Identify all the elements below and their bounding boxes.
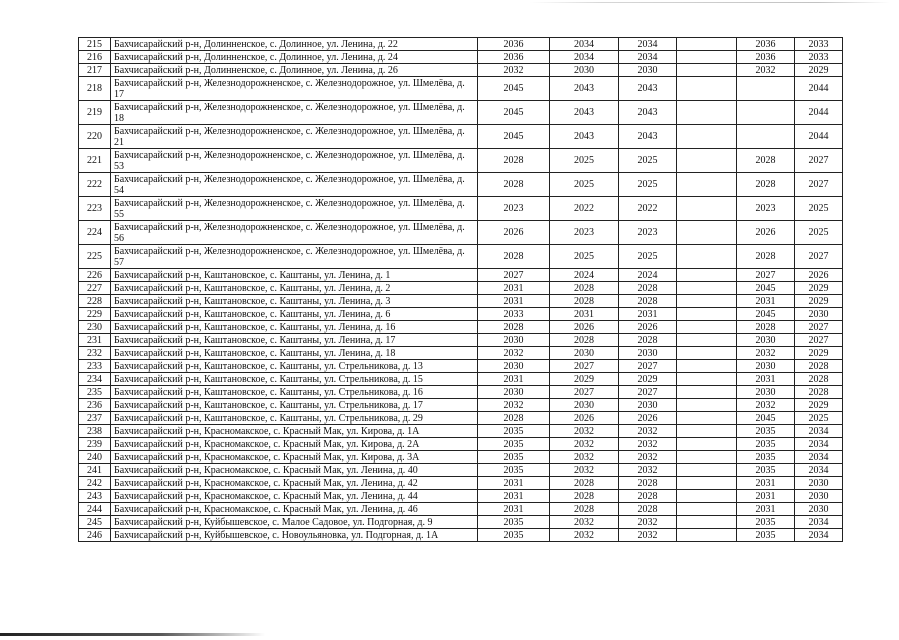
year-cell-5: 2036	[737, 38, 795, 51]
year-cell-6: 2044	[795, 101, 843, 125]
address-cell: Бахчисарайский р-н, Каштановское, с. Каштаны, ул. Стрельникова, д. 15	[111, 373, 478, 386]
table-row	[79, 399, 843, 412]
year-cell-6: 2027	[795, 173, 843, 197]
year-cell-4	[677, 477, 737, 490]
year-cell-5: 2031	[737, 295, 795, 308]
year-cell-2: 2028	[550, 477, 619, 490]
year-cell-2: 2026	[550, 321, 619, 334]
year-cell-6: 2025	[795, 221, 843, 245]
year-cell-1: 2028	[478, 412, 550, 425]
year-cell-4	[677, 438, 737, 451]
year-cell-2: 2025	[550, 245, 619, 269]
year-cell-4	[677, 399, 737, 412]
year-cell-2: 2029	[550, 373, 619, 386]
year-cell-4	[677, 308, 737, 321]
year-cell-4	[677, 516, 737, 529]
year-cell-3: 2025	[619, 245, 677, 269]
year-cell-2: 2025	[550, 173, 619, 197]
table-row	[79, 373, 843, 386]
year-cell-4	[677, 269, 737, 282]
row-number: 220	[79, 125, 111, 149]
year-cell-6: 2029	[795, 295, 843, 308]
address-cell: Бахчисарайский р-н, Железнодорожненское, с. Железнодорожное, ул. Шмелёва, д. 17	[111, 77, 478, 101]
year-cell-5: 2045	[737, 282, 795, 295]
year-cell-4	[677, 38, 737, 51]
year-cell-1: 2031	[478, 295, 550, 308]
year-cell-1: 2035	[478, 438, 550, 451]
row-number: 229	[79, 308, 111, 321]
year-cell-2: 2032	[550, 451, 619, 464]
year-cell-3: 2027	[619, 386, 677, 399]
year-cell-5	[737, 125, 795, 149]
year-cell-1: 2032	[478, 347, 550, 360]
year-cell-6: 2034	[795, 425, 843, 438]
year-cell-1: 2031	[478, 282, 550, 295]
year-cell-3: 2022	[619, 197, 677, 221]
row-number: 245	[79, 516, 111, 529]
year-cell-3: 2032	[619, 464, 677, 477]
row-number: 230	[79, 321, 111, 334]
address-cell: Бахчисарайский р-н, Долинненское, с. Долинное, ул. Ленина, д. 26	[111, 64, 478, 77]
year-cell-1: 2045	[478, 125, 550, 149]
year-cell-1: 2030	[478, 334, 550, 347]
year-cell-5: 2035	[737, 451, 795, 464]
year-cell-5: 2035	[737, 529, 795, 542]
year-cell-5	[737, 77, 795, 101]
year-cell-6: 2029	[795, 282, 843, 295]
row-number: 217	[79, 64, 111, 77]
year-cell-4	[677, 197, 737, 221]
year-cell-2: 2030	[550, 347, 619, 360]
year-cell-5: 2032	[737, 64, 795, 77]
year-cell-3: 2028	[619, 295, 677, 308]
year-cell-4	[677, 295, 737, 308]
year-cell-2: 2028	[550, 282, 619, 295]
year-cell-6: 2030	[795, 490, 843, 503]
address-cell: Бахчисарайский р-н, Каштановское, с. Каштаны, ул. Стрельникова, д. 13	[111, 360, 478, 373]
year-cell-4	[677, 321, 737, 334]
address-cell: Бахчисарайский р-н, Железнодорожненское, с. Железнодорожное, ул. Шмелёва, д. 53	[111, 149, 478, 173]
row-number: 238	[79, 425, 111, 438]
year-cell-2: 2043	[550, 77, 619, 101]
year-cell-1: 2030	[478, 386, 550, 399]
year-cell-3: 2026	[619, 321, 677, 334]
year-cell-3: 2032	[619, 438, 677, 451]
address-cell: Бахчисарайский р-н, Красномакское, с. Красный Мак, ул. Кирова, д. 3А	[111, 451, 478, 464]
year-cell-1: 2035	[478, 464, 550, 477]
year-cell-1: 2028	[478, 173, 550, 197]
year-cell-5: 2028	[737, 245, 795, 269]
table-row	[79, 386, 843, 399]
year-cell-1: 2023	[478, 197, 550, 221]
address-cell: Бахчисарайский р-н, Каштановское, с. Каштаны, ул. Ленина, д. 16	[111, 321, 478, 334]
year-cell-4	[677, 125, 737, 149]
year-cell-5: 2035	[737, 464, 795, 477]
year-cell-1: 2027	[478, 269, 550, 282]
year-cell-6: 2034	[795, 438, 843, 451]
table-row	[79, 77, 843, 101]
table-row	[79, 197, 843, 221]
year-cell-6: 2030	[795, 308, 843, 321]
year-cell-3: 2034	[619, 51, 677, 64]
year-cell-3: 2026	[619, 412, 677, 425]
year-cell-4	[677, 490, 737, 503]
year-cell-1: 2030	[478, 360, 550, 373]
row-number: 246	[79, 529, 111, 542]
table-row	[79, 282, 843, 295]
row-number: 221	[79, 149, 111, 173]
year-cell-2: 2027	[550, 386, 619, 399]
table-row	[79, 51, 843, 64]
year-cell-4	[677, 282, 737, 295]
table-row	[79, 269, 843, 282]
year-cell-2: 2034	[550, 51, 619, 64]
row-number: 240	[79, 451, 111, 464]
address-cell: Бахчисарайский р-н, Каштановское, с. Каштаны, ул. Стрельникова, д. 29	[111, 412, 478, 425]
year-cell-4	[677, 464, 737, 477]
row-number: 244	[79, 503, 111, 516]
year-cell-4	[677, 425, 737, 438]
year-cell-5: 2031	[737, 477, 795, 490]
year-cell-4	[677, 334, 737, 347]
year-cell-4	[677, 149, 737, 173]
table-row	[79, 245, 843, 269]
year-cell-1: 2028	[478, 245, 550, 269]
table-row	[79, 334, 843, 347]
address-cell: Бахчисарайский р-н, Каштановское, с. Каштаны, ул. Ленина, д. 6	[111, 308, 478, 321]
year-cell-3: 2043	[619, 101, 677, 125]
row-number: 223	[79, 197, 111, 221]
table-row	[79, 412, 843, 425]
year-cell-5: 2032	[737, 399, 795, 412]
year-cell-4	[677, 529, 737, 542]
year-cell-2: 2030	[550, 64, 619, 77]
year-cell-4	[677, 451, 737, 464]
year-cell-5: 2026	[737, 221, 795, 245]
year-cell-4	[677, 503, 737, 516]
row-number: 241	[79, 464, 111, 477]
year-cell-1: 2045	[478, 77, 550, 101]
year-cell-4	[677, 173, 737, 197]
year-cell-2: 2024	[550, 269, 619, 282]
row-number: 239	[79, 438, 111, 451]
address-cell: Бахчисарайский р-н, Каштановское, с. Каштаны, ул. Ленина, д. 17	[111, 334, 478, 347]
year-cell-3: 2030	[619, 64, 677, 77]
year-cell-2: 2028	[550, 490, 619, 503]
year-cell-4	[677, 386, 737, 399]
address-cell: Бахчисарайский р-н, Железнодорожненское, с. Железнодорожное, ул. Шмелёва, д. 54	[111, 173, 478, 197]
year-cell-3: 2023	[619, 221, 677, 245]
scan-edge-bottom	[0, 633, 265, 636]
year-cell-3: 2032	[619, 529, 677, 542]
table-row	[79, 529, 843, 542]
year-cell-6: 2025	[795, 197, 843, 221]
year-cell-5: 2030	[737, 386, 795, 399]
table-row	[79, 516, 843, 529]
row-number: 224	[79, 221, 111, 245]
row-number: 216	[79, 51, 111, 64]
address-cell: Бахчисарайский р-н, Красномакское, с. Красный Мак, ул. Ленина, д. 40	[111, 464, 478, 477]
year-cell-6: 2029	[795, 347, 843, 360]
address-cell: Бахчисарайский р-н, Красномакское, с. Красный Мак, ул. Кирова, д. 2А	[111, 438, 478, 451]
year-cell-6: 2026	[795, 269, 843, 282]
year-cell-1: 2035	[478, 516, 550, 529]
year-cell-6: 2027	[795, 245, 843, 269]
year-cell-2: 2032	[550, 529, 619, 542]
year-cell-1: 2036	[478, 51, 550, 64]
year-cell-1: 2032	[478, 399, 550, 412]
year-cell-2: 2030	[550, 399, 619, 412]
year-cell-5: 2035	[737, 516, 795, 529]
year-cell-6: 2030	[795, 503, 843, 516]
year-cell-6: 2029	[795, 399, 843, 412]
year-cell-3: 2032	[619, 425, 677, 438]
table-row	[79, 360, 843, 373]
row-number: 233	[79, 360, 111, 373]
year-cell-6: 2028	[795, 373, 843, 386]
year-cell-1: 2035	[478, 529, 550, 542]
row-number: 222	[79, 173, 111, 197]
address-cell: Бахчисарайский р-н, Куйбышевское, с. Новоульяновка, ул. Подгорная, д. 1А	[111, 529, 478, 542]
row-number: 215	[79, 38, 111, 51]
table-row	[79, 101, 843, 125]
table-row	[79, 464, 843, 477]
year-cell-4	[677, 101, 737, 125]
year-cell-3: 2027	[619, 360, 677, 373]
year-cell-1: 2036	[478, 38, 550, 51]
year-cell-5: 2027	[737, 269, 795, 282]
row-number: 228	[79, 295, 111, 308]
year-cell-3: 2025	[619, 149, 677, 173]
year-cell-2: 2023	[550, 221, 619, 245]
year-cell-1: 2035	[478, 425, 550, 438]
year-cell-5: 2045	[737, 412, 795, 425]
year-cell-3: 2034	[619, 38, 677, 51]
address-cell: Бахчисарайский р-н, Красномакское, с. Красный Мак, ул. Ленина, д. 44	[111, 490, 478, 503]
year-cell-1: 2035	[478, 451, 550, 464]
year-cell-4	[677, 51, 737, 64]
address-cell: Бахчисарайский р-н, Каштановское, с. Каштаны, ул. Стрельникова, д. 17	[111, 399, 478, 412]
row-number: 219	[79, 101, 111, 125]
address-cell: Бахчисарайский р-н, Железнодорожненское, с. Железнодорожное, ул. Шмелёва, д. 57	[111, 245, 478, 269]
year-cell-4	[677, 77, 737, 101]
year-cell-6: 2044	[795, 125, 843, 149]
year-cell-2: 2026	[550, 412, 619, 425]
scan-edge-top	[530, 2, 890, 3]
row-number: 236	[79, 399, 111, 412]
year-cell-1: 2033	[478, 308, 550, 321]
year-cell-6: 2027	[795, 149, 843, 173]
table-body	[79, 38, 843, 542]
year-cell-2: 2028	[550, 295, 619, 308]
year-cell-6: 2028	[795, 360, 843, 373]
year-cell-2: 2027	[550, 360, 619, 373]
year-cell-3: 2030	[619, 399, 677, 412]
year-cell-6: 2030	[795, 477, 843, 490]
year-cell-3: 2024	[619, 269, 677, 282]
row-number: 231	[79, 334, 111, 347]
year-cell-6: 2033	[795, 51, 843, 64]
year-cell-6: 2033	[795, 38, 843, 51]
year-cell-1: 2031	[478, 373, 550, 386]
table-row	[79, 347, 843, 360]
year-cell-1: 2032	[478, 64, 550, 77]
year-cell-1: 2028	[478, 321, 550, 334]
year-cell-2: 2031	[550, 308, 619, 321]
year-cell-3: 2032	[619, 451, 677, 464]
year-cell-1: 2028	[478, 149, 550, 173]
year-cell-1: 2031	[478, 477, 550, 490]
schedule-table	[78, 37, 843, 542]
year-cell-6: 2027	[795, 321, 843, 334]
year-cell-6: 2027	[795, 334, 843, 347]
year-cell-4	[677, 373, 737, 386]
table-row	[79, 321, 843, 334]
year-cell-1: 2026	[478, 221, 550, 245]
table-row	[79, 490, 843, 503]
year-cell-4	[677, 221, 737, 245]
year-cell-5	[737, 101, 795, 125]
table-row	[79, 125, 843, 149]
table-row	[79, 295, 843, 308]
year-cell-5: 2023	[737, 197, 795, 221]
table-row	[79, 438, 843, 451]
year-cell-1: 2045	[478, 101, 550, 125]
year-cell-3: 2028	[619, 282, 677, 295]
year-cell-6: 2034	[795, 451, 843, 464]
row-number: 242	[79, 477, 111, 490]
address-cell: Бахчисарайский р-н, Красномакское, с. Красный Мак, ул. Кирова, д. 1А	[111, 425, 478, 438]
year-cell-3: 2028	[619, 477, 677, 490]
year-cell-2: 2032	[550, 516, 619, 529]
year-cell-2: 2025	[550, 149, 619, 173]
year-cell-3: 2025	[619, 173, 677, 197]
row-number: 235	[79, 386, 111, 399]
year-cell-4	[677, 245, 737, 269]
table-row	[79, 149, 843, 173]
year-cell-2: 2032	[550, 425, 619, 438]
table-row	[79, 503, 843, 516]
year-cell-6: 2025	[795, 412, 843, 425]
year-cell-6: 2034	[795, 464, 843, 477]
year-cell-3: 2028	[619, 503, 677, 516]
table-row	[79, 477, 843, 490]
year-cell-6: 2044	[795, 77, 843, 101]
year-cell-5: 2031	[737, 503, 795, 516]
year-cell-3: 2030	[619, 347, 677, 360]
year-cell-2: 2032	[550, 438, 619, 451]
year-cell-1: 2031	[478, 490, 550, 503]
address-cell: Бахчисарайский р-н, Каштановское, с. Каштаны, ул. Стрельникова, д. 16	[111, 386, 478, 399]
address-cell: Бахчисарайский р-н, Долинненское, с. Долинное, ул. Ленина, д. 24	[111, 51, 478, 64]
year-cell-5: 2032	[737, 347, 795, 360]
table-row	[79, 38, 843, 51]
year-cell-5: 2028	[737, 321, 795, 334]
row-number: 232	[79, 347, 111, 360]
address-cell: Бахчисарайский р-н, Железнодорожненское, с. Железнодорожное, ул. Шмелёва, д. 21	[111, 125, 478, 149]
address-cell: Бахчисарайский р-н, Каштановское, с. Каштаны, ул. Ленина, д. 1	[111, 269, 478, 282]
year-cell-6: 2028	[795, 386, 843, 399]
address-cell: Бахчисарайский р-н, Железнодорожненское, с. Железнодорожное, ул. Шмелёва, д. 55	[111, 197, 478, 221]
year-cell-3: 2043	[619, 125, 677, 149]
year-cell-3: 2028	[619, 490, 677, 503]
row-number: 237	[79, 412, 111, 425]
year-cell-3: 2031	[619, 308, 677, 321]
row-number: 243	[79, 490, 111, 503]
address-cell: Бахчисарайский р-н, Каштановское, с. Каштаны, ул. Ленина, д. 3	[111, 295, 478, 308]
year-cell-2: 2028	[550, 334, 619, 347]
year-cell-5: 2036	[737, 51, 795, 64]
year-cell-2: 2034	[550, 38, 619, 51]
row-number: 226	[79, 269, 111, 282]
year-cell-3: 2028	[619, 334, 677, 347]
year-cell-2: 2032	[550, 464, 619, 477]
year-cell-5: 2030	[737, 334, 795, 347]
year-cell-4	[677, 412, 737, 425]
year-cell-6: 2029	[795, 64, 843, 77]
address-cell: Бахчисарайский р-н, Каштановское, с. Каштаны, ул. Ленина, д. 18	[111, 347, 478, 360]
table-row	[79, 451, 843, 464]
row-number: 218	[79, 77, 111, 101]
year-cell-2: 2028	[550, 503, 619, 516]
year-cell-1: 2031	[478, 503, 550, 516]
address-cell: Бахчисарайский р-н, Железнодорожненское, с. Железнодорожное, ул. Шмелёва, д. 56	[111, 221, 478, 245]
year-cell-5: 2028	[737, 149, 795, 173]
address-cell: Бахчисарайский р-н, Куйбышевское, с. Малое Садовое, ул. Подгорная, д. 9	[111, 516, 478, 529]
year-cell-4	[677, 64, 737, 77]
year-cell-6: 2034	[795, 516, 843, 529]
table-row	[79, 308, 843, 321]
year-cell-5: 2045	[737, 308, 795, 321]
year-cell-5: 2030	[737, 360, 795, 373]
row-number: 227	[79, 282, 111, 295]
table-row	[79, 173, 843, 197]
year-cell-2: 2043	[550, 101, 619, 125]
year-cell-5: 2035	[737, 425, 795, 438]
year-cell-3: 2043	[619, 77, 677, 101]
year-cell-5: 2031	[737, 373, 795, 386]
address-cell: Бахчисарайский р-н, Железнодорожненское, с. Железнодорожное, ул. Шмелёва, д. 18	[111, 101, 478, 125]
address-cell: Бахчисарайский р-н, Красномакское, с. Красный Мак, ул. Ленина, д. 42	[111, 477, 478, 490]
year-cell-4	[677, 347, 737, 360]
year-cell-6: 2034	[795, 529, 843, 542]
row-number: 225	[79, 245, 111, 269]
year-cell-5: 2028	[737, 173, 795, 197]
table-row	[79, 425, 843, 438]
table-row	[79, 64, 843, 77]
row-number: 234	[79, 373, 111, 386]
address-cell: Бахчисарайский р-н, Долинненское, с. Долинное, ул. Ленина, д. 22	[111, 38, 478, 51]
year-cell-5: 2031	[737, 490, 795, 503]
year-cell-5: 2035	[737, 438, 795, 451]
address-cell: Бахчисарайский р-н, Каштановское, с. Каштаны, ул. Ленина, д. 2	[111, 282, 478, 295]
address-cell: Бахчисарайский р-н, Красномакское, с. Красный Мак, ул. Ленина, д. 46	[111, 503, 478, 516]
year-cell-3: 2032	[619, 516, 677, 529]
year-cell-2: 2043	[550, 125, 619, 149]
table-row	[79, 221, 843, 245]
year-cell-3: 2029	[619, 373, 677, 386]
year-cell-4	[677, 360, 737, 373]
year-cell-2: 2022	[550, 197, 619, 221]
